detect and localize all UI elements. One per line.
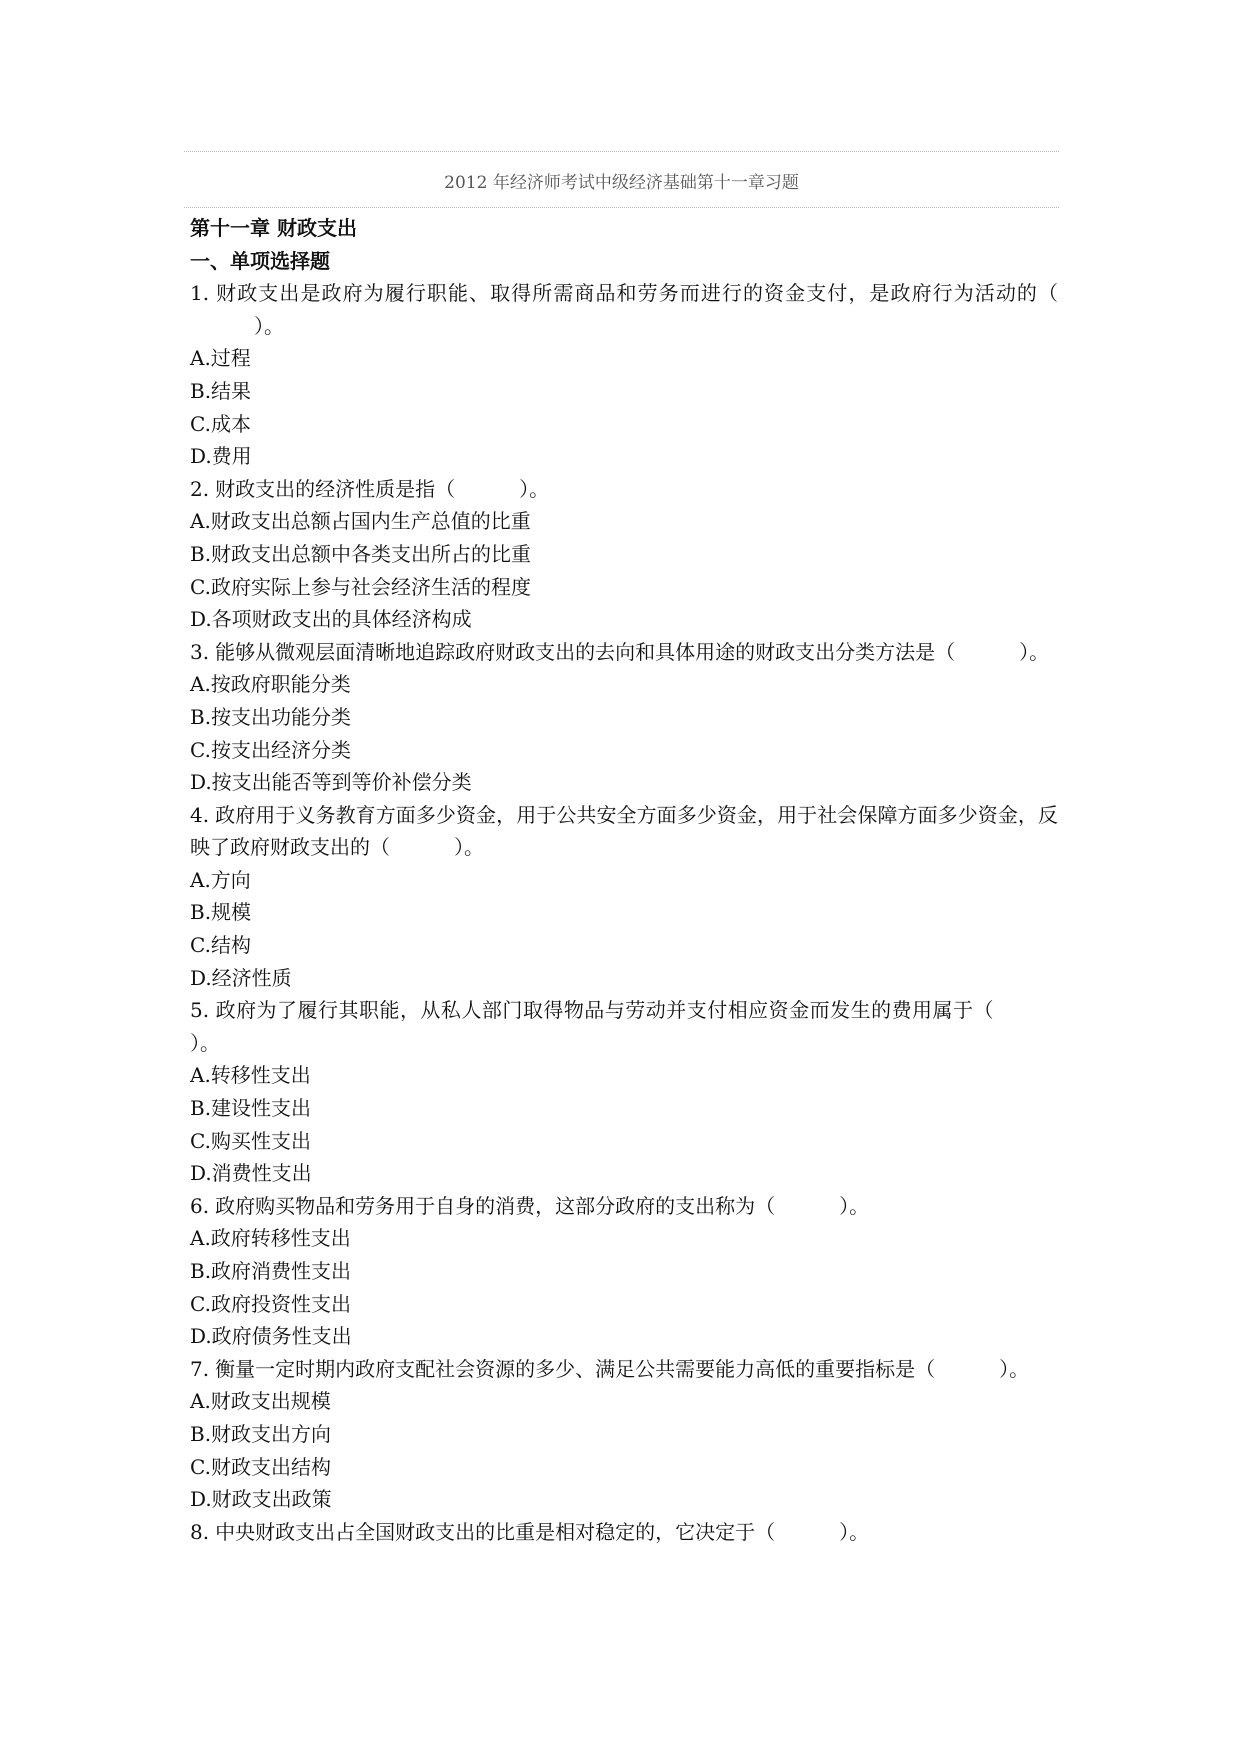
answer-option: A.过程 bbox=[190, 346, 251, 371]
question-number: 8. bbox=[190, 1519, 210, 1544]
answer-option: B.按支出功能分类 bbox=[190, 704, 352, 729]
answer-option: A.财政支出总额占国内生产总值的比重 bbox=[190, 509, 531, 534]
answer-option: D.费用 bbox=[190, 444, 252, 469]
question-text: 政府用于义务教育方面多少资金，用于公共安全方面多少资金，用于社会保障方面多少资金，反映了政府财政支出的（ bbox=[190, 802, 1058, 860]
question-number: 3. bbox=[190, 639, 210, 664]
question-stem bbox=[190, 994, 1058, 1059]
question-text-end: ）。 bbox=[254, 313, 284, 338]
answer-option: D.财政支出政策 bbox=[190, 1487, 332, 1512]
header-bottom-rule bbox=[184, 207, 1059, 208]
answer-option: B.建设性支出 bbox=[190, 1096, 312, 1121]
answer-option: C.成本 bbox=[190, 411, 251, 436]
answer-option: B.财政支出总额中各类支出所占的比重 bbox=[190, 541, 532, 566]
question-stem bbox=[190, 799, 1058, 864]
answer-option: D.消费性支出 bbox=[190, 1161, 312, 1186]
section-title: 一、单项选择题 bbox=[190, 248, 330, 273]
question-text: 衡量一定时期内政府支配社会资源的多少、满足公共需要能力高低的重要指标是（ bbox=[215, 1356, 936, 1381]
question-text-end: ）。 bbox=[999, 1356, 1030, 1381]
question-list bbox=[190, 277, 1058, 1548]
answer-option: A.转移性支出 bbox=[190, 1063, 311, 1088]
question-text: 中央财政支出占全国财政支出的比重是相对稳定的，它决定于（ bbox=[215, 1519, 776, 1544]
question-text: 政府购买物品和劳务用于自身的消费，这部分政府的支出称为（ bbox=[215, 1193, 776, 1218]
question-text-end: ）。 bbox=[1019, 639, 1050, 664]
question-text-end: ）。 bbox=[839, 1193, 870, 1218]
answer-option: A.财政支出规模 bbox=[190, 1389, 331, 1414]
question-stem bbox=[190, 1190, 1058, 1223]
answer-option: C.结构 bbox=[190, 933, 251, 958]
question-number: 2. bbox=[190, 476, 210, 501]
answer-option: C.政府实际上参与社会经济生活的程度 bbox=[190, 574, 531, 599]
question-number: 7. bbox=[190, 1356, 210, 1381]
answer-option: D.各项财政支出的具体经济构成 bbox=[190, 607, 472, 632]
question-text: 财政支出是政府为履行职能、取得所需商品和劳务而进行的资金支付，是政府行为活动的（ bbox=[215, 281, 1058, 306]
answer-option: C.财政支出结构 bbox=[190, 1454, 331, 1479]
question-stem bbox=[190, 277, 1058, 342]
question-number: 4. bbox=[190, 802, 210, 827]
answer-option: A.按政府职能分类 bbox=[190, 672, 351, 697]
question-text-end: ）。 bbox=[454, 835, 484, 860]
question-text-end: ）。 bbox=[519, 476, 550, 501]
answer-option: D.按支出能否等到等价补偿分类 bbox=[190, 770, 472, 795]
document-body bbox=[190, 212, 1058, 1548]
question-stem bbox=[190, 1353, 1058, 1386]
question-text-end: ）。 bbox=[839, 1519, 870, 1544]
answer-option: A.方向 bbox=[190, 867, 251, 892]
answer-option: C.购买性支出 bbox=[190, 1128, 311, 1153]
question-number: 1. bbox=[190, 281, 210, 306]
question-number: 5. bbox=[190, 998, 210, 1023]
answer-option: B.结果 bbox=[190, 378, 252, 403]
page-header-title: 2012 年经济师考试中级经济基础第十一章习题 bbox=[444, 173, 799, 193]
chapter-title: 第十一章 财政支出 bbox=[190, 216, 357, 240]
question-stem bbox=[190, 636, 1058, 669]
answer-option: D.政府债务性支出 bbox=[190, 1324, 352, 1349]
answer-option: B.政府消费性支出 bbox=[190, 1259, 352, 1283]
question-number: 6. bbox=[190, 1193, 210, 1218]
answer-option: B.规模 bbox=[190, 900, 252, 925]
question-text-end: ）。 bbox=[190, 1030, 220, 1055]
answer-option: C.政府投资性支出 bbox=[190, 1291, 351, 1316]
answer-option: A.政府转移性支出 bbox=[190, 1226, 351, 1251]
answer-option: C.按支出经济分类 bbox=[190, 737, 351, 762]
answer-option: D.经济性质 bbox=[190, 965, 292, 990]
question-stem bbox=[190, 1516, 1058, 1549]
answer-option: B.财政支出方向 bbox=[190, 1421, 332, 1446]
question-text: 能够从微观层面清晰地追踪政府财政支出的去向和具体用途的财政支出分类方法是（ bbox=[215, 639, 956, 664]
header-top-rule bbox=[184, 151, 1059, 152]
question-stem bbox=[190, 473, 1058, 506]
question-text: 财政支出的经济性质是指（ bbox=[215, 476, 456, 501]
question-text: 政府为了履行其职能，从私人部门取得物品与劳动并支付相应资金而发生的费用属于（ bbox=[215, 998, 994, 1023]
